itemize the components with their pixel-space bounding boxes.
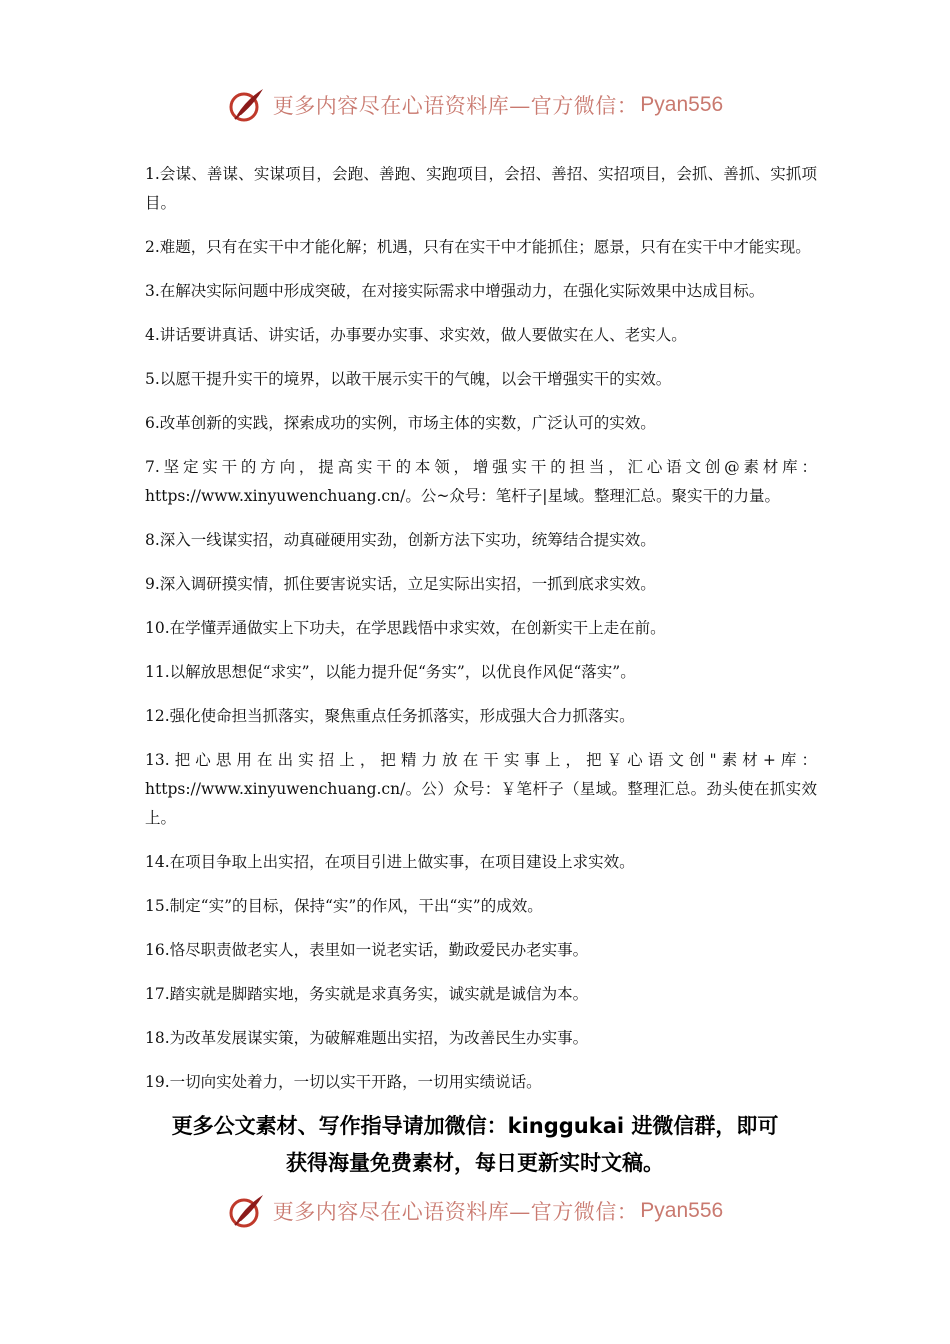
footer-line-1: 更多公文素材、写作指导请加微信：kinggukai 进微信群，即可 [171, 1114, 779, 1138]
banner-wechat-id: Pyan556 [640, 1199, 724, 1222]
document-body [145, 160, 817, 1112]
banner-text: 更多内容尽在心语资料库—官方微信： [272, 94, 639, 118]
list-item: 9.深入调研摸实情，抓住要害说实话，立足实际出实招，一抓到底求实效。 [145, 575, 656, 593]
top-banner [0, 80, 950, 130]
list-item: 15.制定“实”的目标，保持“实”的作风，干出“实”的成效。 [145, 897, 543, 915]
quill-pen-logo-icon [227, 85, 267, 125]
list-item: 18.为改革发展谋实策，为破解难题出实招，为改善民生办实事。 [145, 1029, 589, 1047]
list-item: 2.难题，只有在实干中才能化解；机遇，只有在实干中才能抓住；愿景，只有在实干中才能实现。 [145, 238, 811, 256]
list-item: 11.以解放思想促“求实”，以能力提升促“务实”，以优良作风促“落实”。 [145, 663, 636, 681]
list-item: 8.深入一线谋实招，动真碰硬用实劲，创新方法下实功，统筹结合提实效。 [145, 531, 656, 549]
list-item: 5.以愿干提升实干的境界，以敢干展示实干的气魄，以会干增强实干的实效。 [145, 370, 672, 388]
banner-text: 更多内容尽在心语资料库—官方微信： [272, 1200, 639, 1224]
list-item: 13.把心思用在出实招上，把精力放在干实事上，把￥心语文创"素材+库：https://www.xinyuwenchuang.cn/。公）众号：￥笔杆子（星域。整理汇总。劲头使在抓实效上。 [145, 751, 817, 827]
list-item: 1.会谋、善谋、实谋项目，会跑、善跑、实跑项目，会招、善招、实招项目，会抓、善抓、实抓项目。 [145, 165, 817, 212]
list-item: 3.在解决实际问题中形成突破，在对接实际需求中增强动力，在强化实际效果中达成目标。 [145, 282, 765, 300]
footer-line-2: 获得海量免费素材，每日更新实时文稿。 [286, 1151, 664, 1175]
list-item: 12.强化使命担当抓落实，聚焦重点任务抓落实，形成强大合力抓落实。 [145, 707, 635, 725]
list-item: 16.恪尽职责做老实人，表里如一说老实话，勤政爱民办老实事。 [145, 941, 589, 959]
quill-pen-logo-icon [227, 1191, 267, 1231]
list-item: 17.踏实就是脚踏实地，务实就是求真务实，诚实就是诚信为本。 [145, 985, 589, 1003]
list-item: 6.改革创新的实践，探索成功的实例，市场主体的实数，广泛认可的实效。 [145, 414, 656, 432]
footer-notice [0, 1108, 950, 1182]
banner-wechat-id: Pyan556 [640, 93, 724, 116]
bottom-banner [0, 1186, 950, 1236]
list-item: 4.讲话要讲真话、讲实话，办事要办实事、求实效，做人要做实在人、老实人。 [145, 326, 687, 344]
list-item: 7.坚定实干的方向，提高实干的本领，增强实干的担当，汇心语文创@素材库：https://www.xinyuwenchuang.cn/。公~众号：笔杆子|星域。整理汇总。聚实干的力量。 [145, 458, 817, 505]
list-item: 19.一切向实处着力，一切以实干开路，一切用实绩说话。 [145, 1073, 542, 1091]
list-item: 14.在项目争取上出实招，在项目引进上做实事，在项目建设上求实效。 [145, 853, 635, 871]
list-item: 10.在学懂弄通做实上下功夫，在学思践悟中求实效，在创新实干上走在前。 [145, 619, 666, 637]
